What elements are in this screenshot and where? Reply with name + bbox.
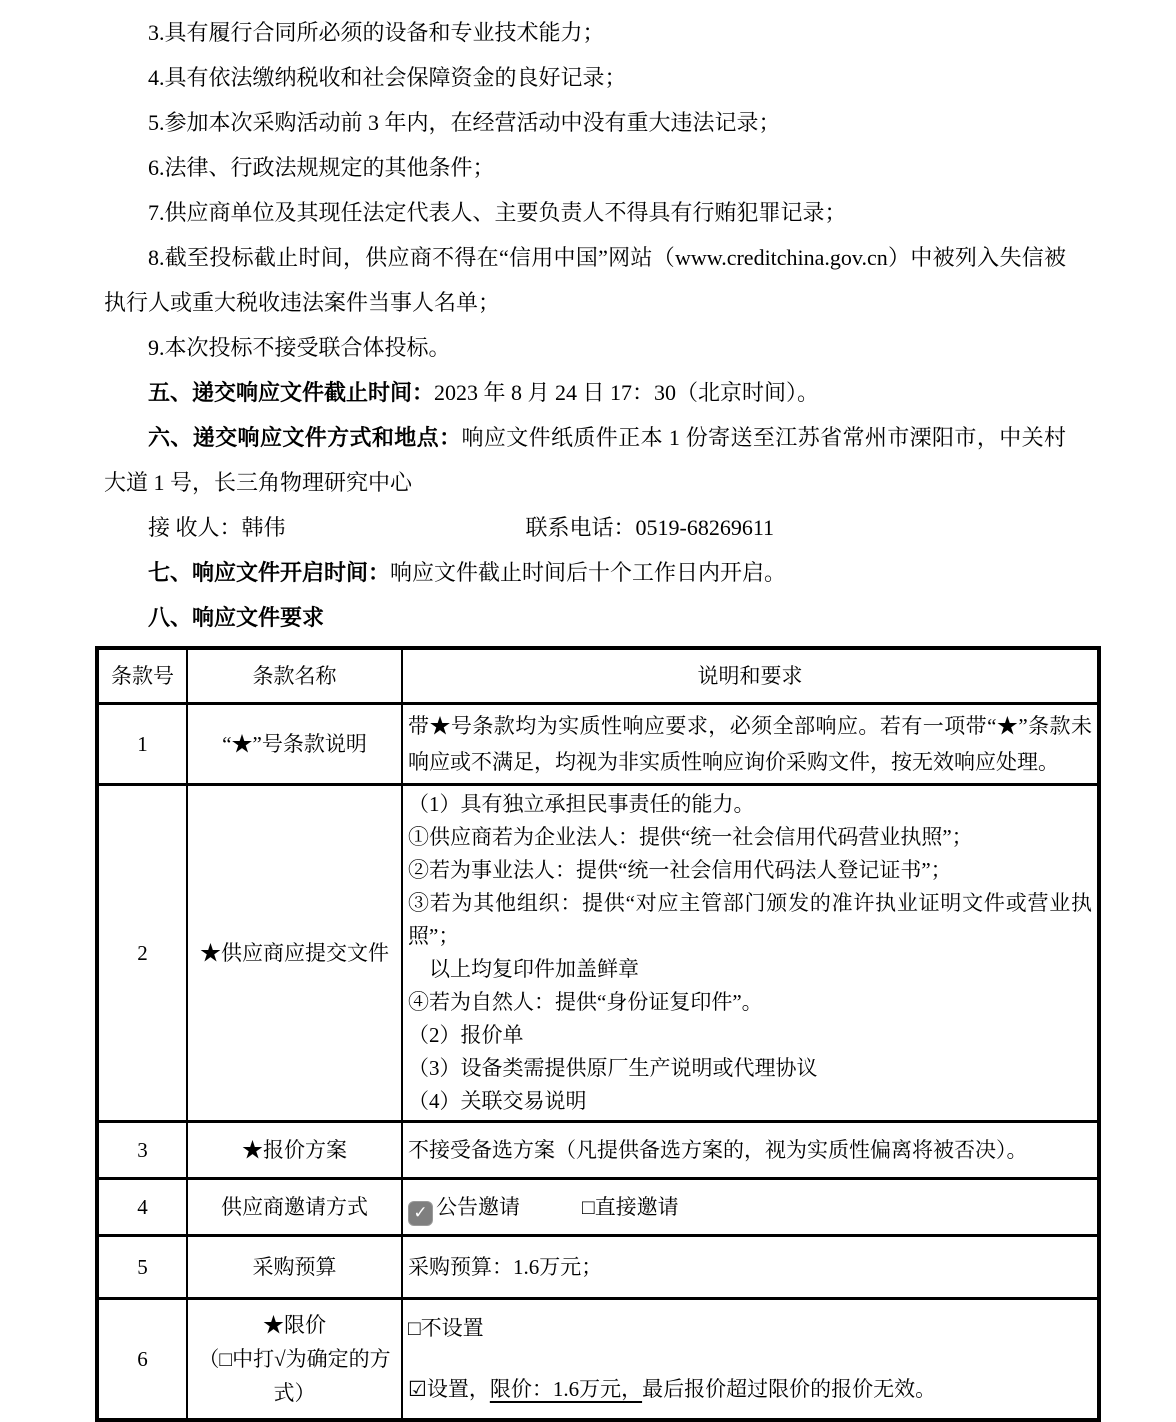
table-row: [97, 1122, 1099, 1179]
row2-desc-line: ③若为其他组织：提供“对应主管部门颁发的准许执业证明文件或营业执照”；: [408, 891, 1092, 948]
row1-desc: 带★号条款均为实质性响应要求，必须全部响应。若有一项带“★”条款未响应或不满足，均视为非实质性响应询价采购文件，按无效响应处理。: [402, 704, 1099, 785]
section-7-title: 七、响应文件开启时间：: [148, 560, 391, 585]
clause-item-6: 6.法律、行政法规规定的其他条件；: [148, 155, 495, 180]
row3-desc: 不接受备选方案（凡提供备选方案的，视为实质性偏离将被否决）。: [402, 1122, 1099, 1179]
row5-name: 采购预算: [187, 1236, 402, 1299]
row2-name: ★供应商应提交文件: [187, 785, 402, 1122]
section-8-requirements: [104, 595, 1066, 640]
row2-desc-line: ④若为自然人：提供“身份证复印件”。: [408, 990, 763, 1014]
row2-desc-line: 以上均复印件加盖鲜章: [408, 957, 639, 981]
section-6-delivery: [104, 415, 1066, 505]
table-row: [97, 785, 1099, 1122]
invite-option-announcement-label: 公告邀请: [436, 1194, 520, 1219]
invite-option-direct-label: 直接邀请: [594, 1194, 679, 1219]
table-row: [97, 1179, 1099, 1236]
clause-item-3: 3.具有履行合同所必须的设备和专业技术能力；: [148, 20, 605, 45]
section-7-value: 响应文件截止时间后十个工作日内开启。: [390, 560, 787, 585]
table-row: [97, 1299, 1099, 1421]
section-6-value: 响应文件纸质件正本 1 份寄送至江苏省常州市溧阳市，中关村大道 1 号，长三角物理研究中心: [104, 425, 1066, 495]
row4-name: 供应商邀请方式: [187, 1179, 402, 1236]
row3-name: ★报价方案: [187, 1122, 402, 1179]
price-limit-set-suffix: 最后报价超过限价的报价无效。: [642, 1377, 937, 1401]
checked-checkbox-gray-icon: ✓: [408, 1201, 433, 1226]
section-5-title: 五、递交响应文件截止时间：: [148, 380, 435, 405]
header-clause-name: 条款名称: [187, 648, 402, 704]
row5-desc: 采购预算：1.6万元；: [402, 1236, 1099, 1299]
row6-no: 6: [97, 1299, 187, 1421]
row6-name-line1: ★限价: [263, 1313, 326, 1337]
price-limit-value: 限价：1.6万元，: [489, 1377, 643, 1401]
row2-no: 2: [97, 785, 187, 1122]
contact-phone: 联系电话：0519-68269611: [525, 515, 775, 540]
header-clause-no: 条款号: [97, 648, 187, 704]
clause-item-5: 5.参加本次采购活动前 3 年内，在经营活动中没有重大违法记录；: [148, 110, 781, 135]
table-header-row: [97, 648, 1099, 704]
price-limit-set-prefix: ☑设置，: [408, 1377, 490, 1401]
row2-desc-line: （2）报价单: [408, 1023, 524, 1047]
row4-desc: [402, 1179, 1099, 1236]
row3-no: 3: [97, 1122, 187, 1179]
row6-name-line2: （□中打√为确定的方式）: [198, 1347, 391, 1405]
row2-desc-line: （3）设备类需提供原厂生产说明或代理协议: [408, 1056, 818, 1080]
row2-desc-line: ②若为事业法人：提供“统一社会信用代码法人登记证书”；: [408, 858, 952, 882]
header-clause-desc: 说明和要求: [402, 648, 1099, 704]
contact-receiver: 接 收人：韩伟: [148, 515, 286, 540]
row5-no: 5: [97, 1236, 187, 1299]
unchecked-checkbox-icon: □: [582, 1194, 595, 1219]
section-5-deadline: [104, 370, 1066, 415]
section-5-value: 2023 年 8 月 24 日 17：30（北京时间）。: [434, 380, 820, 405]
row1-name: “★”号条款说明: [187, 704, 402, 785]
row6-name: [187, 1299, 402, 1421]
table-row: [97, 1236, 1099, 1299]
contact-line: [104, 505, 1066, 550]
clause-item-7: 7.供应商单位及其现任法定代表人、主要负责人不得具有行贿犯罪记录；: [148, 200, 847, 225]
row2-desc-line: （1）具有独立承担民事责任的能力。: [408, 792, 755, 816]
price-limit-option-unset: □不设置: [408, 1316, 484, 1340]
row4-no: 4: [97, 1179, 187, 1236]
row2-desc-line: （4）关联交易说明: [408, 1089, 587, 1113]
table-row: [97, 704, 1099, 785]
requirements-table: [95, 646, 1101, 1422]
row2-desc: [402, 785, 1099, 1122]
section-7-opening: [104, 550, 1066, 595]
row1-no: 1: [97, 704, 187, 785]
section-8-title: 八、响应文件要求: [148, 605, 325, 630]
clause-item-4: 4.具有依法缴纳税收和社会保障资金的良好记录；: [148, 65, 627, 90]
clause-item-9: 9.本次投标不接受联合体投标。: [148, 335, 451, 360]
section-6-title: 六、递交响应文件方式和地点：: [148, 425, 462, 450]
clause-item-8: 8.截至投标截止时间，供应商不得在“信用中国”网站（www.creditchina.gov.cn）中被列入失信被执行人或重大税收违法案件当事人名单；: [104, 245, 1066, 315]
row2-desc-line: ①供应商若为企业法人：提供“统一社会信用代码营业执照”；: [408, 825, 973, 849]
row6-desc: [402, 1299, 1099, 1421]
